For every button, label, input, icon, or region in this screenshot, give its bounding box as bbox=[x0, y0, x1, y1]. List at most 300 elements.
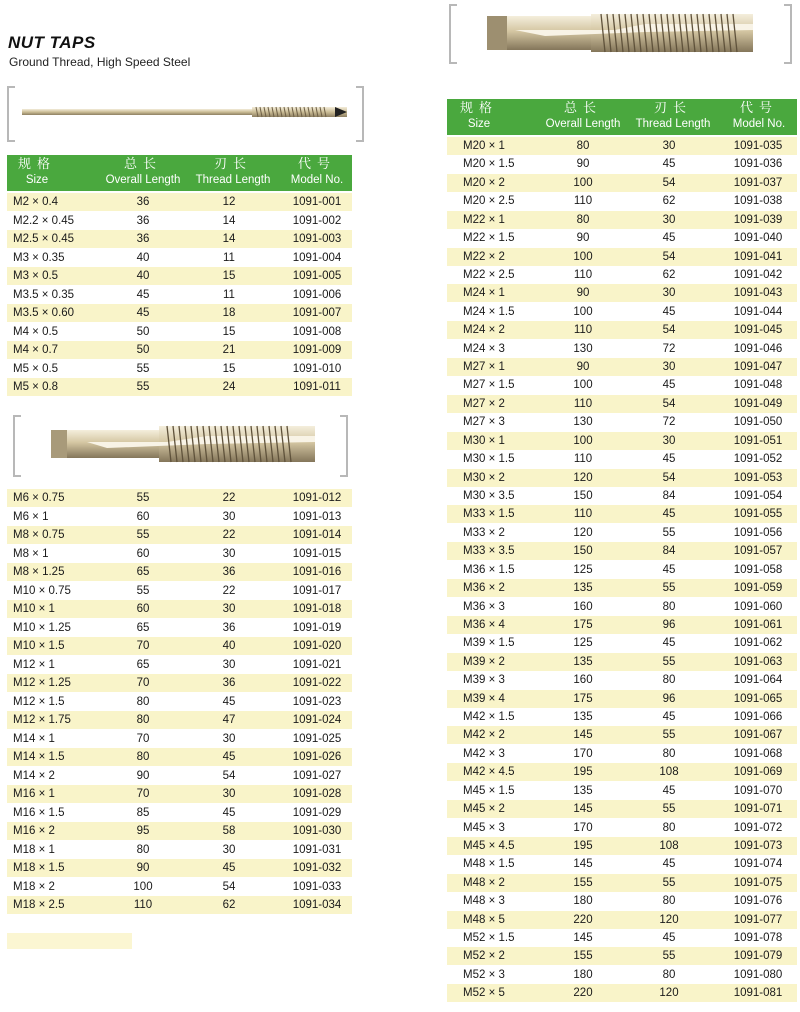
size-cell: M33 × 2 bbox=[463, 526, 505, 539]
size-cell: M24 × 3 bbox=[463, 342, 505, 355]
size-cell: M12 × 1 bbox=[13, 658, 55, 671]
table-row bbox=[447, 469, 797, 487]
table-row bbox=[447, 413, 797, 431]
table-row bbox=[447, 211, 797, 229]
model-no-cell: 1091-070 bbox=[733, 784, 783, 797]
large-tap-image bbox=[485, 10, 757, 56]
overall-length-cell: 70 bbox=[136, 677, 150, 689]
thread-length-cell: 22 bbox=[222, 492, 236, 504]
thread-length-cell: 55 bbox=[662, 526, 676, 539]
overall-length-cell: 110 bbox=[573, 268, 593, 281]
model-no-cell: 1091-073 bbox=[733, 839, 783, 852]
table-row bbox=[447, 561, 797, 579]
thread-length-cell: 72 bbox=[662, 416, 676, 429]
model-no-cell: 1091-049 bbox=[733, 397, 783, 410]
table-row bbox=[7, 619, 352, 637]
table-row bbox=[7, 896, 352, 914]
size-cell: M42 × 3 bbox=[463, 747, 505, 760]
table-row bbox=[447, 616, 797, 634]
overall-length-cell: 90 bbox=[136, 769, 150, 782]
overall-length-cell: 120 bbox=[573, 526, 593, 539]
table-row bbox=[7, 526, 352, 544]
table-row bbox=[447, 837, 797, 855]
model-no-cell: 1091-013 bbox=[292, 510, 342, 523]
model-no-cell: 1091-008 bbox=[292, 325, 342, 338]
thread-length-cell: 21 bbox=[222, 344, 236, 356]
thread-length-cell: 55 bbox=[662, 655, 676, 668]
thread-length-cell: 54 bbox=[662, 397, 676, 410]
size-cell: M20 × 2.5 bbox=[463, 195, 515, 208]
thread-length-cell: 80 bbox=[662, 600, 676, 613]
model-no-cell: 1091-047 bbox=[733, 361, 783, 374]
table-row bbox=[7, 193, 352, 211]
model-no-cell: 1091-034 bbox=[292, 899, 342, 911]
overall-length-cell: 155 bbox=[573, 950, 593, 963]
size-cell: M33 × 3.5 bbox=[463, 545, 515, 558]
size-cell: M12 × 1.75 bbox=[13, 714, 71, 726]
thread-length-cell: 45 bbox=[662, 637, 676, 650]
size-cell: M39 × 2 bbox=[463, 655, 505, 668]
model-no-cell: 1091-059 bbox=[733, 582, 783, 595]
table-row bbox=[7, 304, 352, 322]
size-cell: M39 × 3 bbox=[463, 674, 505, 687]
table-row bbox=[7, 212, 352, 230]
table-row bbox=[447, 358, 797, 376]
size-cell: M8 × 1.25 bbox=[13, 566, 65, 578]
thread-length-cell: 96 bbox=[662, 692, 676, 705]
thread-length-cell: 30 bbox=[222, 510, 236, 523]
overall-length-cell: 80 bbox=[136, 843, 150, 856]
table-row bbox=[447, 321, 797, 339]
table-row bbox=[7, 730, 352, 748]
table-row bbox=[7, 508, 352, 526]
overall-length-cell: 45 bbox=[136, 288, 150, 301]
model-no-cell: 1091-012 bbox=[292, 492, 342, 504]
model-no-cell: 1091-046 bbox=[733, 342, 783, 355]
table-row bbox=[7, 378, 352, 396]
table-row bbox=[447, 137, 797, 155]
size-cell: M14 × 1 bbox=[13, 732, 55, 745]
model-no-cell: 1091-007 bbox=[292, 307, 342, 319]
size-cell: M22 × 2 bbox=[463, 250, 505, 263]
size-cell: M2.2 × 0.45 bbox=[13, 214, 75, 227]
size-cell: M10 × 1.25 bbox=[13, 621, 71, 634]
size-cell: M45 × 1.5 bbox=[463, 784, 515, 797]
model-no-cell: 1091-067 bbox=[733, 729, 783, 742]
length-en-label: Overall Length bbox=[105, 174, 181, 186]
table-row bbox=[7, 360, 352, 378]
thread-length-cell: 62 bbox=[662, 268, 676, 281]
table-row bbox=[447, 598, 797, 616]
thread-cn-label: 刃长 bbox=[653, 101, 692, 116]
size-en-label: Size bbox=[467, 118, 491, 130]
thread-length-cell: 22 bbox=[222, 529, 236, 541]
model-no-cell: 1091-017 bbox=[292, 584, 342, 597]
thread-length-cell: 15 bbox=[222, 270, 236, 282]
size-cell: M36 × 3 bbox=[463, 600, 505, 613]
size-cell: M52 × 3 bbox=[463, 968, 505, 981]
thread-length-cell: 54 bbox=[222, 880, 236, 893]
model-no-cell: 1091-031 bbox=[292, 843, 342, 856]
size-cell: M18 × 1 bbox=[13, 843, 55, 856]
size-cell: M42 × 2 bbox=[463, 729, 505, 742]
overall-length-cell: 70 bbox=[136, 640, 150, 652]
model-no-cell: 1091-064 bbox=[733, 674, 783, 687]
thread-length-cell: 45 bbox=[662, 711, 676, 724]
thread-length-cell: 62 bbox=[222, 899, 236, 911]
overall-length-cell: 90 bbox=[576, 361, 590, 374]
table-row bbox=[447, 929, 797, 947]
table-row bbox=[7, 822, 352, 840]
model-no-cell: 1091-080 bbox=[733, 968, 783, 981]
image-frame-right bbox=[356, 86, 364, 142]
table-row bbox=[447, 892, 797, 910]
overall-length-cell: 160 bbox=[573, 674, 593, 687]
thread-en-label: Thread Length bbox=[635, 118, 711, 130]
size-cell: M22 × 1 bbox=[463, 213, 505, 226]
model-no-cell: 1091-036 bbox=[733, 158, 783, 171]
size-cell: M4 × 0.5 bbox=[13, 325, 59, 338]
model-no-cell: 1091-033 bbox=[292, 880, 342, 893]
model-en-label: Model No. bbox=[290, 174, 344, 186]
size-cell: M8 × 0.75 bbox=[13, 529, 65, 541]
thread-en-label: Thread Length bbox=[195, 174, 271, 186]
table-row bbox=[447, 763, 797, 781]
table-row bbox=[7, 767, 352, 785]
overall-length-cell: 55 bbox=[136, 492, 150, 504]
size-cell: M10 × 0.75 bbox=[13, 584, 71, 597]
table-row bbox=[447, 634, 797, 652]
table-row bbox=[447, 229, 797, 247]
image-frame-right bbox=[784, 4, 792, 64]
overall-length-cell: 90 bbox=[576, 287, 590, 300]
thread-length-cell: 80 bbox=[662, 747, 676, 760]
model-no-cell: 1091-074 bbox=[733, 858, 783, 871]
model-no-cell: 1091-061 bbox=[733, 618, 783, 631]
size-cell: M16 × 1 bbox=[13, 788, 55, 800]
overall-length-cell: 70 bbox=[136, 732, 150, 745]
decorative-shade-bar bbox=[7, 933, 132, 949]
overall-length-cell: 145 bbox=[573, 932, 593, 945]
thread-length-cell: 30 bbox=[222, 788, 236, 800]
model-no-cell: 1091-066 bbox=[733, 711, 783, 724]
model-no-cell: 1091-026 bbox=[292, 751, 342, 763]
image-frame-left bbox=[13, 415, 21, 477]
overall-length-cell: 220 bbox=[573, 913, 593, 926]
thread-length-cell: 15 bbox=[222, 362, 236, 375]
overall-length-cell: 90 bbox=[576, 158, 590, 171]
table-row bbox=[447, 966, 797, 984]
model-no-cell: 1091-045 bbox=[733, 324, 783, 337]
size-cell: M18 × 2.5 bbox=[13, 899, 65, 911]
table-row bbox=[7, 859, 352, 877]
model-no-cell: 1091-032 bbox=[292, 862, 342, 874]
thread-length-cell: 45 bbox=[662, 158, 676, 171]
overall-length-cell: 100 bbox=[573, 379, 593, 392]
table-row bbox=[7, 582, 352, 600]
thread-length-cell: 45 bbox=[662, 379, 676, 392]
overall-length-cell: 160 bbox=[573, 600, 593, 613]
overall-length-cell: 60 bbox=[136, 547, 150, 560]
table-row bbox=[447, 653, 797, 671]
overall-length-cell: 100 bbox=[573, 176, 593, 189]
table-row bbox=[7, 323, 352, 341]
size-cell: M12 × 1.5 bbox=[13, 695, 65, 708]
table-row bbox=[7, 693, 352, 711]
model-no-cell: 1091-077 bbox=[733, 913, 783, 926]
model-no-cell: 1091-028 bbox=[292, 788, 342, 800]
thread-length-cell: 11 bbox=[223, 288, 235, 301]
thread-length-cell: 45 bbox=[662, 932, 676, 945]
model-no-cell: 1091-078 bbox=[733, 932, 783, 945]
table-row bbox=[447, 690, 797, 708]
table-row bbox=[447, 376, 797, 394]
table-row bbox=[447, 874, 797, 892]
overall-length-cell: 90 bbox=[136, 862, 150, 874]
overall-length-cell: 60 bbox=[136, 603, 150, 615]
page-subtitle: Ground Thread, High Speed Steel bbox=[9, 55, 191, 69]
overall-length-cell: 110 bbox=[573, 508, 593, 521]
table-row bbox=[447, 303, 797, 321]
size-cell: M20 × 1.5 bbox=[463, 158, 515, 171]
table-row bbox=[447, 947, 797, 965]
size-cell: M6 × 0.75 bbox=[13, 492, 65, 504]
table-row bbox=[447, 726, 797, 744]
thread-length-cell: 54 bbox=[662, 250, 676, 263]
overall-length-cell: 80 bbox=[136, 695, 150, 708]
model-no-cell: 1091-071 bbox=[733, 803, 783, 816]
size-cell: M10 × 1 bbox=[13, 603, 55, 615]
size-cell: M20 × 2 bbox=[463, 176, 505, 189]
size-cell: M45 × 3 bbox=[463, 821, 505, 834]
model-no-cell: 1091-024 bbox=[292, 714, 342, 726]
size-en-label: Size bbox=[25, 174, 49, 186]
thread-length-cell: 55 bbox=[662, 729, 676, 742]
overall-length-cell: 80 bbox=[136, 714, 150, 726]
thread-length-cell: 45 bbox=[662, 508, 676, 521]
thread-length-cell: 40 bbox=[222, 640, 236, 652]
overall-length-cell: 110 bbox=[573, 453, 593, 466]
table-row bbox=[7, 230, 352, 248]
table-row bbox=[447, 432, 797, 450]
size-cell: M6 × 1 bbox=[13, 510, 49, 523]
size-cell: M48 × 2 bbox=[463, 876, 505, 889]
thread-length-cell: 45 bbox=[222, 862, 236, 874]
model-no-cell: 1091-001 bbox=[292, 196, 342, 208]
thread-length-cell: 30 bbox=[222, 843, 236, 856]
overall-length-cell: 60 bbox=[136, 510, 150, 523]
table-row bbox=[7, 656, 352, 674]
table-row bbox=[447, 505, 797, 523]
overall-length-cell: 145 bbox=[573, 729, 593, 742]
thread-length-cell: 22 bbox=[222, 584, 236, 597]
size-cell: M22 × 1.5 bbox=[463, 232, 515, 245]
table-row bbox=[7, 748, 352, 766]
overall-length-cell: 135 bbox=[573, 784, 593, 797]
size-cell: M14 × 1.5 bbox=[13, 751, 65, 763]
thread-length-cell: 108 bbox=[659, 839, 679, 852]
model-no-cell: 1091-016 bbox=[292, 566, 342, 578]
table-row bbox=[447, 855, 797, 873]
thread-length-cell: 45 bbox=[222, 695, 236, 708]
size-cell: M33 × 1.5 bbox=[463, 508, 515, 521]
table-row bbox=[447, 395, 797, 413]
table-row bbox=[7, 489, 352, 507]
thread-length-cell: 54 bbox=[662, 324, 676, 337]
overall-length-cell: 65 bbox=[136, 658, 150, 671]
size-cell: M3.5 × 0.35 bbox=[13, 288, 75, 301]
model-no-cell: 1091-006 bbox=[292, 288, 342, 301]
thread-length-cell: 55 bbox=[662, 582, 676, 595]
medium-tap-image bbox=[47, 420, 319, 468]
overall-length-cell: 55 bbox=[136, 362, 150, 375]
length-cn-label: 总长 bbox=[563, 101, 602, 116]
size-cell: M18 × 2 bbox=[13, 880, 55, 893]
thread-length-cell: 15 bbox=[222, 325, 236, 338]
model-no-cell: 1091-065 bbox=[733, 692, 783, 705]
model-no-cell: 1091-048 bbox=[733, 379, 783, 392]
model-no-cell: 1091-035 bbox=[733, 140, 783, 152]
overall-length-cell: 110 bbox=[133, 899, 153, 911]
overall-length-cell: 50 bbox=[136, 344, 150, 356]
table-row bbox=[447, 671, 797, 689]
model-no-cell: 1091-038 bbox=[733, 195, 783, 208]
model-no-cell: 1091-021 bbox=[292, 658, 342, 671]
table-row bbox=[447, 819, 797, 837]
size-cell: M39 × 1.5 bbox=[463, 637, 515, 650]
thread-length-cell: 62 bbox=[662, 195, 676, 208]
image-frame-right bbox=[340, 415, 348, 477]
model-no-cell: 1091-068 bbox=[733, 747, 783, 760]
thread-length-cell: 55 bbox=[662, 876, 676, 889]
thread-length-cell: 36 bbox=[222, 621, 236, 634]
thread-length-cell: 54 bbox=[662, 471, 676, 484]
size-cell: M27 × 1.5 bbox=[463, 379, 515, 392]
thread-length-cell: 45 bbox=[662, 453, 676, 466]
model-no-cell: 1091-014 bbox=[292, 529, 342, 541]
table-row bbox=[447, 340, 797, 358]
size-cell: M10 × 1.5 bbox=[13, 640, 65, 652]
size-cell: M36 × 4 bbox=[463, 618, 505, 631]
size-cell: M36 × 1.5 bbox=[463, 563, 515, 576]
image-frame-left bbox=[449, 4, 457, 64]
size-cn-label: 规格 bbox=[459, 101, 498, 116]
size-cell: M27 × 3 bbox=[463, 416, 505, 429]
size-cell: M27 × 1 bbox=[463, 361, 505, 374]
size-cell: M39 × 4 bbox=[463, 692, 505, 705]
thread-length-cell: 14 bbox=[222, 214, 236, 227]
overall-length-cell: 135 bbox=[573, 711, 593, 724]
overall-length-cell: 145 bbox=[573, 803, 593, 816]
size-cell: M2 × 0.4 bbox=[13, 196, 59, 208]
overall-length-cell: 80 bbox=[136, 751, 150, 763]
table-row bbox=[447, 174, 797, 192]
size-cell: M30 × 1 bbox=[463, 434, 505, 447]
table-row bbox=[447, 911, 797, 929]
thread-length-cell: 30 bbox=[662, 361, 676, 374]
thread-length-cell: 24 bbox=[222, 381, 236, 393]
overall-length-cell: 150 bbox=[573, 489, 593, 502]
overall-length-cell: 36 bbox=[136, 214, 150, 227]
overall-length-cell: 70 bbox=[136, 788, 150, 800]
size-cell: M16 × 2 bbox=[13, 825, 55, 837]
size-cell: M4 × 0.7 bbox=[13, 344, 59, 356]
thread-length-cell: 30 bbox=[222, 732, 236, 745]
overall-length-cell: 100 bbox=[573, 434, 593, 447]
overall-length-cell: 50 bbox=[136, 325, 150, 338]
thread-length-cell: 30 bbox=[222, 603, 236, 615]
table-row bbox=[7, 785, 352, 803]
model-no-cell: 1091-076 bbox=[733, 895, 783, 908]
model-no-cell: 1091-022 bbox=[292, 677, 342, 689]
model-no-cell: 1091-037 bbox=[733, 176, 783, 189]
overall-length-cell: 55 bbox=[136, 529, 150, 541]
table-row bbox=[447, 192, 797, 210]
table-row bbox=[447, 579, 797, 597]
overall-length-cell: 65 bbox=[136, 566, 150, 578]
size-cell: M30 × 3.5 bbox=[463, 489, 515, 502]
table-row bbox=[447, 450, 797, 468]
model-no-cell: 1091-025 bbox=[292, 732, 342, 745]
thread-length-cell: 72 bbox=[662, 342, 676, 355]
size-cell: M5 × 0.8 bbox=[13, 381, 59, 393]
thread-length-cell: 120 bbox=[659, 913, 679, 926]
size-cn-label: 规格 bbox=[17, 157, 56, 172]
size-cell: M14 × 2 bbox=[13, 769, 55, 782]
table-row bbox=[7, 563, 352, 581]
thread-length-cell: 30 bbox=[222, 658, 236, 671]
table-row bbox=[447, 248, 797, 266]
model-no-cell: 1091-069 bbox=[733, 766, 783, 779]
size-cell: M45 × 4.5 bbox=[463, 839, 515, 852]
table-row bbox=[447, 800, 797, 818]
size-cell: M48 × 1.5 bbox=[463, 858, 515, 871]
model-no-cell: 1091-015 bbox=[292, 547, 342, 560]
model-no-cell: 1091-011 bbox=[293, 381, 341, 393]
thread-length-cell: 18 bbox=[222, 307, 236, 319]
size-cell: M5 × 0.5 bbox=[13, 362, 59, 375]
model-en-label: Model No. bbox=[732, 118, 786, 130]
thread-length-cell: 84 bbox=[662, 489, 676, 502]
table3-header bbox=[447, 99, 797, 135]
size-cell: M20 × 1 bbox=[463, 140, 505, 152]
overall-length-cell: 195 bbox=[573, 766, 593, 779]
thread-length-cell: 11 bbox=[223, 251, 235, 264]
table-row bbox=[7, 267, 352, 285]
size-cell: M24 × 1 bbox=[463, 287, 505, 300]
model-no-cell: 1091-054 bbox=[733, 489, 783, 502]
size-cell: M12 × 1.25 bbox=[13, 677, 71, 689]
model-no-cell: 1091-072 bbox=[733, 821, 783, 834]
table-row bbox=[7, 804, 352, 822]
overall-length-cell: 100 bbox=[573, 250, 593, 263]
table-row bbox=[447, 155, 797, 173]
overall-length-cell: 40 bbox=[136, 270, 150, 282]
overall-length-cell: 95 bbox=[136, 825, 150, 837]
model-no-cell: 1091-056 bbox=[733, 526, 783, 539]
model-no-cell: 1091-027 bbox=[292, 769, 342, 782]
thread-length-cell: 58 bbox=[222, 825, 236, 837]
overall-length-cell: 80 bbox=[576, 140, 590, 152]
overall-length-cell: 125 bbox=[573, 563, 593, 576]
overall-length-cell: 150 bbox=[573, 545, 593, 558]
size-cell: M45 × 2 bbox=[463, 803, 505, 816]
thread-length-cell: 108 bbox=[659, 766, 679, 779]
thread-length-cell: 96 bbox=[662, 618, 676, 631]
overall-length-cell: 130 bbox=[573, 416, 593, 429]
thread-length-cell: 45 bbox=[662, 784, 676, 797]
size-cell: M30 × 1.5 bbox=[463, 453, 515, 466]
